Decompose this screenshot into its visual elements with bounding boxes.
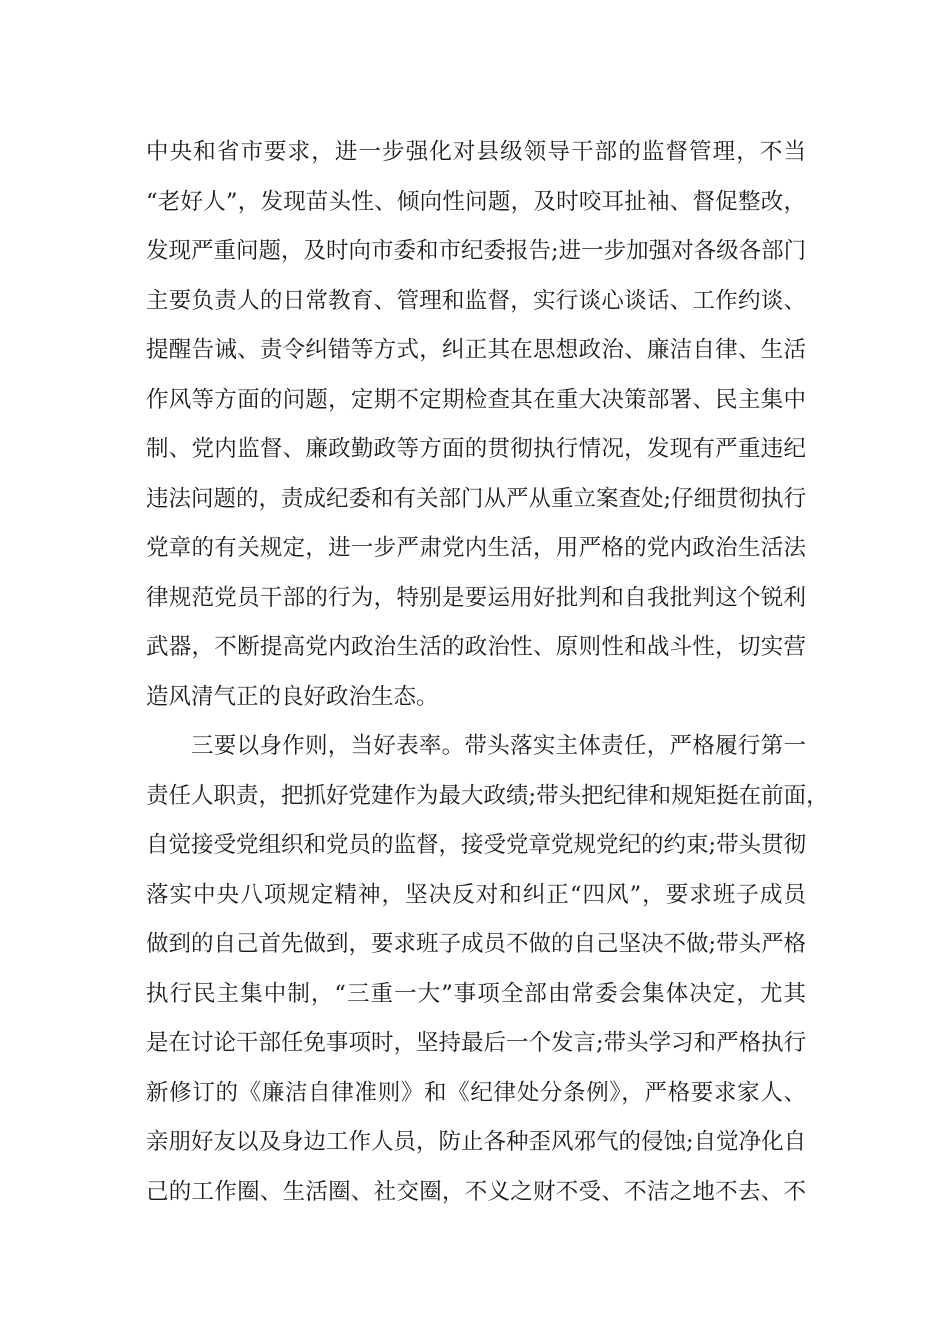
paragraph-2-line-4: 落实中央八项规定精神，坚决反对和纠正“四风”，要求班子成员	[146, 881, 806, 908]
paragraph-1-line-11: 武器，不断提高党内政治生活的政治性、原则性和战斗性，切实营	[146, 634, 806, 660]
paragraph-2-line-6: 执行民主集中制，“三重一大”事项全部由常委会集体决定，尤其	[146, 980, 806, 1007]
paragraph-2-line-3: 自觉接受党组织和党员的监督，接受党章党规党纪的约束;带头贯彻	[146, 832, 807, 858]
paragraph-1-line-2: “老好人”，发现苗头性、倾向性问题，及时咬耳扯袖、督促整改，	[146, 188, 806, 215]
paragraph-1-line-5: 提醒告诫、责令纠错等方式，纠正其在思想政治、廉洁自律、生活	[146, 337, 806, 363]
paragraph-2-line-5: 做到的自己首先做到，要求班子成员不做的自己坚决不做;带头严格	[146, 931, 807, 957]
paragraph-1-line-4: 主要负责人的日常教育、管理和监督，实行谈心谈话、工作约谈、	[146, 287, 806, 314]
paragraph-1-line-6: 作风等方面的问题，定期不定期检查其在重大决策部署、民主集中	[146, 386, 806, 413]
paragraph-2-line-2: 责任人职责，把抓好党建作为最大政绩;带头把纪律和规矩挺在前面，	[146, 782, 829, 809]
paragraph-2-line-7: 是在讨论干部任免事项时，坚持最后一个发言;带头学习和严格执行	[146, 1030, 807, 1056]
paragraph-1-line-7: 制、党内监督、廉政勤政等方面的贯彻执行情况，发现有严重违纪	[146, 436, 806, 462]
paragraph-1-line-12: 造风清气正的良好政治生态。	[146, 683, 439, 710]
paragraph-1-line-10: 律规范党员干部的行为，特别是要运用好批判和自我批判这个锐利	[146, 584, 806, 611]
paragraph-1-line-9: 党章的有关规定，进一步严肃党内生活，用严格的党内政治生活法	[146, 535, 806, 561]
paragraph-1-line-8: 违法问题的，责成纪委和有关部门从严从重立案查处;仔细贯彻执行	[146, 485, 807, 512]
paragraph-1-line-1: 中央和省市要求，进一步强化对县级领导干部的监督管理，不当	[146, 139, 806, 165]
paragraph-1-line-3: 发现严重问题，及时向市委和市纪委报告;进一步加强对各级各部门	[146, 238, 807, 264]
paragraph-2-line-8: 新修订的《廉洁自律准则》和《纪律处分条例》，严格要求家人、	[146, 1079, 806, 1106]
body-text	[146, 128, 829, 1217]
paragraph-2-line-9: 亲朋好友以及身边工作人员，防止各种歪风邪气的侵蚀;自觉净化自	[146, 1129, 807, 1155]
paragraph-2-line-1: 三要以身作则，当好表率。带头落实主体责任，严格履行第一	[191, 733, 806, 759]
paragraph-2-line-10: 己的工作圈、生活圈、社交圈，不义之财不受、不洁之地不去、不	[146, 1178, 806, 1205]
